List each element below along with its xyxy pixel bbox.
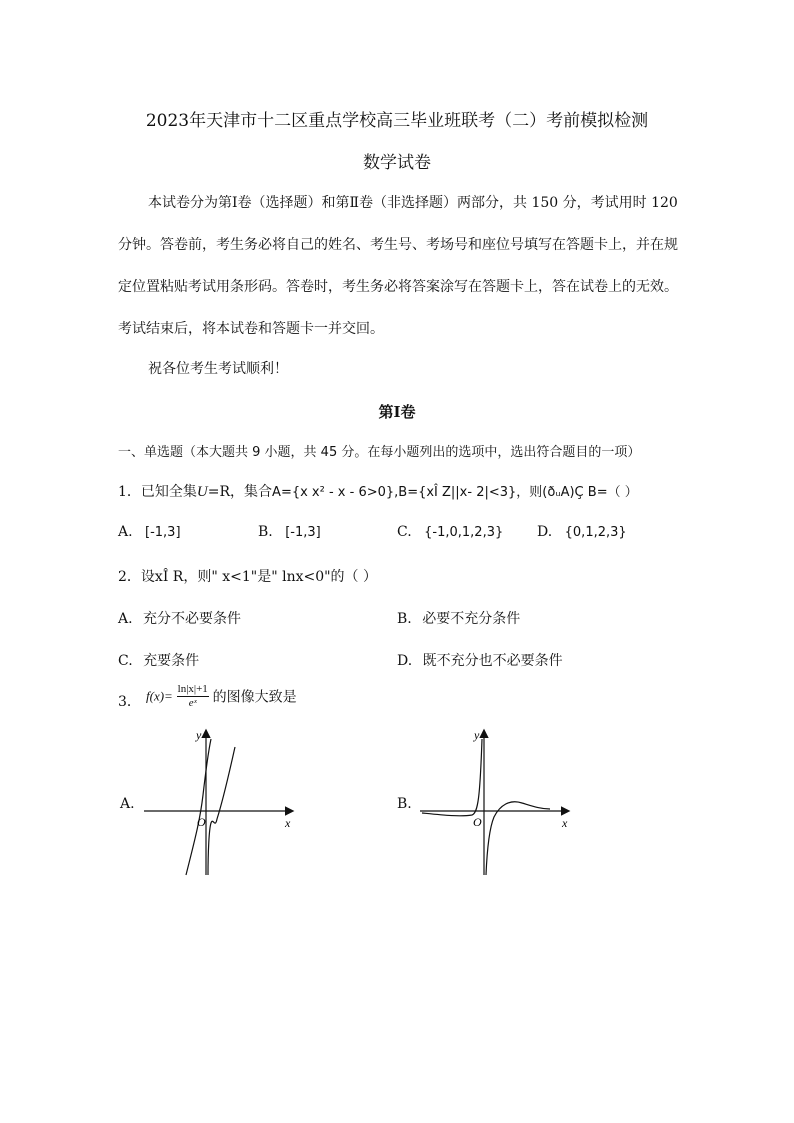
- q3-number: 3．: [118, 694, 141, 710]
- q1-number: 1．: [118, 484, 141, 500]
- intro-wish: 祝各位考生考试顺利！: [148, 361, 288, 377]
- q3-fx: f(x)=: [146, 688, 173, 704]
- intro-line-1: 本试卷分为第Ⅰ卷（选择题）和第Ⅱ卷（非选择题）两部分，共 150 分，考试用时 120: [148, 195, 678, 211]
- q1-tail: =（ ）: [596, 485, 638, 500]
- graph-a-origin: O: [197, 815, 206, 829]
- q2-option-b[interactable]: [397, 608, 520, 628]
- q1-eqr: =R，集合: [207, 484, 273, 500]
- q1-option-a[interactable]: [118, 524, 181, 540]
- q3-denominator: eˣ: [188, 697, 197, 709]
- q2-option-c[interactable]: [118, 650, 199, 670]
- q1-prefix: 已知全集: [140, 484, 197, 500]
- q3-tail: 的图像大致是: [212, 689, 297, 706]
- graph-a-x-label: x: [285, 816, 291, 830]
- graph-b-left-branch: [422, 739, 482, 816]
- graph-b-right-branch: [486, 802, 550, 875]
- exam-title: 2023年天津市十二区重点学校高三毕业班联考（二）考前模拟检测: [145, 111, 649, 131]
- q1-option-b[interactable]: [258, 524, 321, 540]
- graph-a-left-branch: [186, 739, 211, 875]
- q1-option-a-label: A.: [118, 524, 133, 540]
- q1-option-a-text: [-1,3]: [145, 525, 181, 540]
- q1-option-b-label: B.: [258, 524, 273, 540]
- q2-option-a[interactable]: [118, 608, 241, 628]
- q1-option-d[interactable]: [537, 524, 627, 540]
- q3-option-a-label[interactable]: A.: [120, 796, 135, 812]
- section-heading: 一、单选题（本大题共 9 小题，共 45 分。在每小题列出的选项中，选出符合题目的一项）: [118, 445, 641, 460]
- intro-line-4: 考试结束后，将本试卷和答题卡一并交回。: [118, 321, 384, 337]
- q2-stem: 设xÎ R，则" x<1"是" lnx<0"的（ ）: [140, 569, 378, 585]
- q1-u: U: [196, 484, 208, 500]
- q2-option-a-text: 充分不必要条件: [143, 611, 242, 627]
- q1-option-c[interactable]: [397, 524, 503, 540]
- q3-graph-b[interactable]: [418, 725, 578, 880]
- q2-option-d-label: D.: [397, 653, 413, 669]
- q3-numerator: ln|x|+1: [177, 683, 208, 695]
- q2-number: 2．: [118, 569, 141, 585]
- graph-b-origin: O: [473, 815, 482, 829]
- question-2: [118, 566, 377, 586]
- question-1: [118, 481, 638, 501]
- q1-option-b-text: [-1,3]: [285, 525, 321, 540]
- intro-line-3: 定位置粘贴考试用条形码。答卷时，考生务必将答案涂写在答题卡上，答在试卷上的无效。: [118, 279, 678, 295]
- q3-graph-a[interactable]: [140, 725, 305, 880]
- q3-option-b-label[interactable]: B.: [397, 796, 412, 812]
- q3-fraction: [177, 683, 209, 710]
- q2-option-c-label: C.: [118, 653, 133, 669]
- q1-sets: A={x x² - x - 6>0},B={xÎ Z||x- 2|<3}，则: [272, 485, 543, 500]
- section-title: 第Ⅰ卷: [378, 403, 416, 421]
- q1-expr: (ðᵤA)Ç B: [542, 485, 597, 500]
- q3-formula: [146, 683, 297, 710]
- q1-option-d-text: {0,1,2,3}: [564, 525, 627, 540]
- intro-line-2: 分钟。答卷前，考生务必将自己的姓名、考生号、考场号和座位号填写在答题卡上，并在规: [118, 237, 678, 253]
- q1-option-d-label: D.: [537, 524, 553, 540]
- question-3: [118, 691, 141, 711]
- graph-a-y-label: y: [196, 728, 202, 742]
- exam-subtitle: 数学试卷: [363, 153, 431, 173]
- q2-option-b-text: 必要不充分条件: [422, 611, 521, 627]
- q1-option-c-text: {-1,0,1,2,3}: [424, 525, 504, 540]
- q2-option-a-label: A.: [118, 611, 133, 627]
- q1-option-c-label: C.: [397, 524, 412, 540]
- q2-option-b-label: B.: [397, 611, 412, 627]
- q2-option-c-text: 充要条件: [143, 653, 200, 669]
- graph-b-y-label: y: [474, 728, 480, 742]
- graph-b-x-label: x: [562, 816, 568, 830]
- q2-option-d-text: 既不充分也不必要条件: [422, 653, 563, 669]
- q2-option-d[interactable]: [397, 650, 563, 670]
